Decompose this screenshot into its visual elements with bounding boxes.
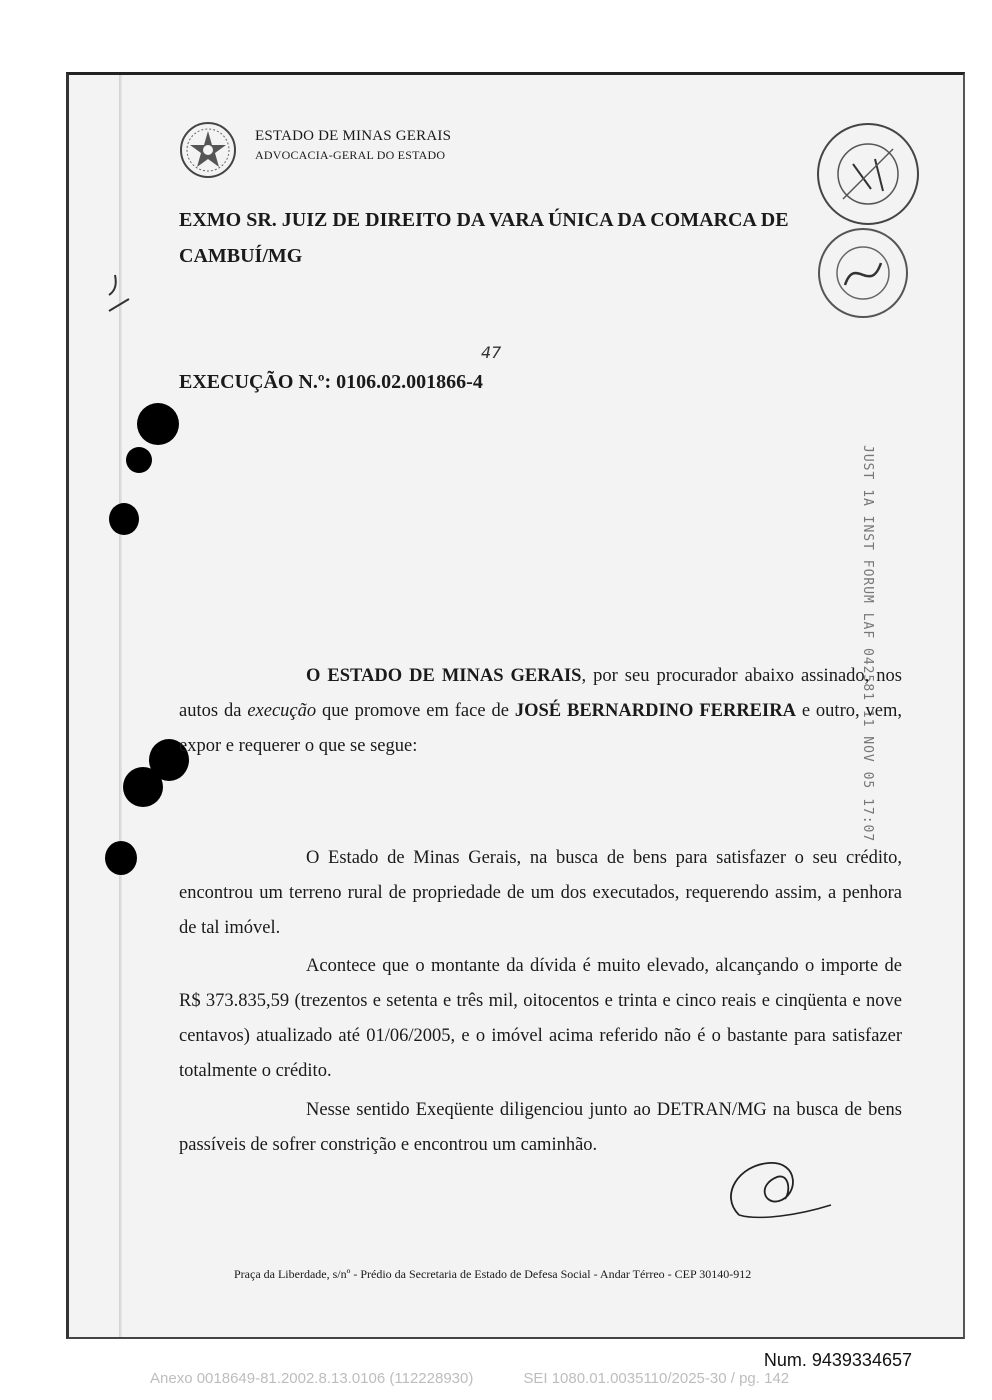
document-number: Num. 9439334657 [763,1350,912,1370]
punch-hole [105,841,137,875]
addressee-line-2: CAMBUÍ/MG [179,245,303,267]
secretary-stamp-icon [815,225,911,321]
intro-paragraph: O ESTADO DE MINAS GERAIS, por seu procurador abaixo assinado, nos autos da execução que promove em face de JOSÉ BERNARDINO FERREIRA e outro, vem, expor e requerer o que se segue: [179,666,903,756]
coat-of-arms-icon [179,121,237,179]
execution-label: EXECUÇÃO N.º: [179,371,332,393]
page-footer: Praça da Liberdade, s/nº - Prédio da Secretaria de Estado de Defesa Social - Andar Térreo - CEP 30140-912 [234,1267,752,1281]
protocol-stamp: JUST 1A INST FORUM LAF 042581 11 NOV 05 17:07 [860,445,875,843]
plaintiff-name: O ESTADO DE MINAS GERAIS [306,666,582,686]
defendant-name: JOSÉ BERNARDINO FERREIRA [514,701,796,721]
addressee-line-1: EXMO SR. JUIZ DE DIREITO DA VARA ÚNICA DA COMARCA DE [179,209,789,231]
punch-hole [126,447,152,473]
body-paragraph-2: Acontece que o montante da dívida é muito elevado, alcançando o importe de R$ 373.835,59 (trezentos e setenta e três mil, oitocentos e trinta e cinco reais e cinqüenta e nove centavos) atualizado até 01/06/2005, e o imóvel acima referido não é o bastante para satisfazer totalmente o crédito. [179,956,902,1081]
header-agency: ADVOCACIA-GERAL DO ESTADO [255,148,446,162]
header-state: ESTADO DE MINAS GERAIS [255,128,452,144]
page-fold [119,75,122,1337]
execution-number [179,371,483,394]
punch-hole [137,403,179,445]
body-paragraph-3: Nesse sentido Exeqüente diligenciou junto ao DETRAN/MG na busca de bens passíveis de sofrer constrição e encontrou um caminhão. [179,1100,902,1155]
signature-icon [719,1155,839,1235]
punch-hole [123,767,163,807]
punch-hole [109,503,139,535]
scanned-page [66,72,965,1339]
handwritten-note: 47 [481,343,502,362]
execution-value: 0106.02.001866-4 [336,371,483,393]
margin-mark-icon [105,271,135,317]
body-paragraph-1: O Estado de Minas Gerais, na busca de bens para satisfazer o seu crédito, encontrou um terreno rural de propriedade de um dos executados, requerendo assim, a penhora de tal imóvel. [179,848,902,938]
annex-reference: Anexo 0018649-81.2002.8.13.0106 (112228930) SEI 1080.01.0035110/2025-30 / pg. 142 [150,1370,790,1387]
